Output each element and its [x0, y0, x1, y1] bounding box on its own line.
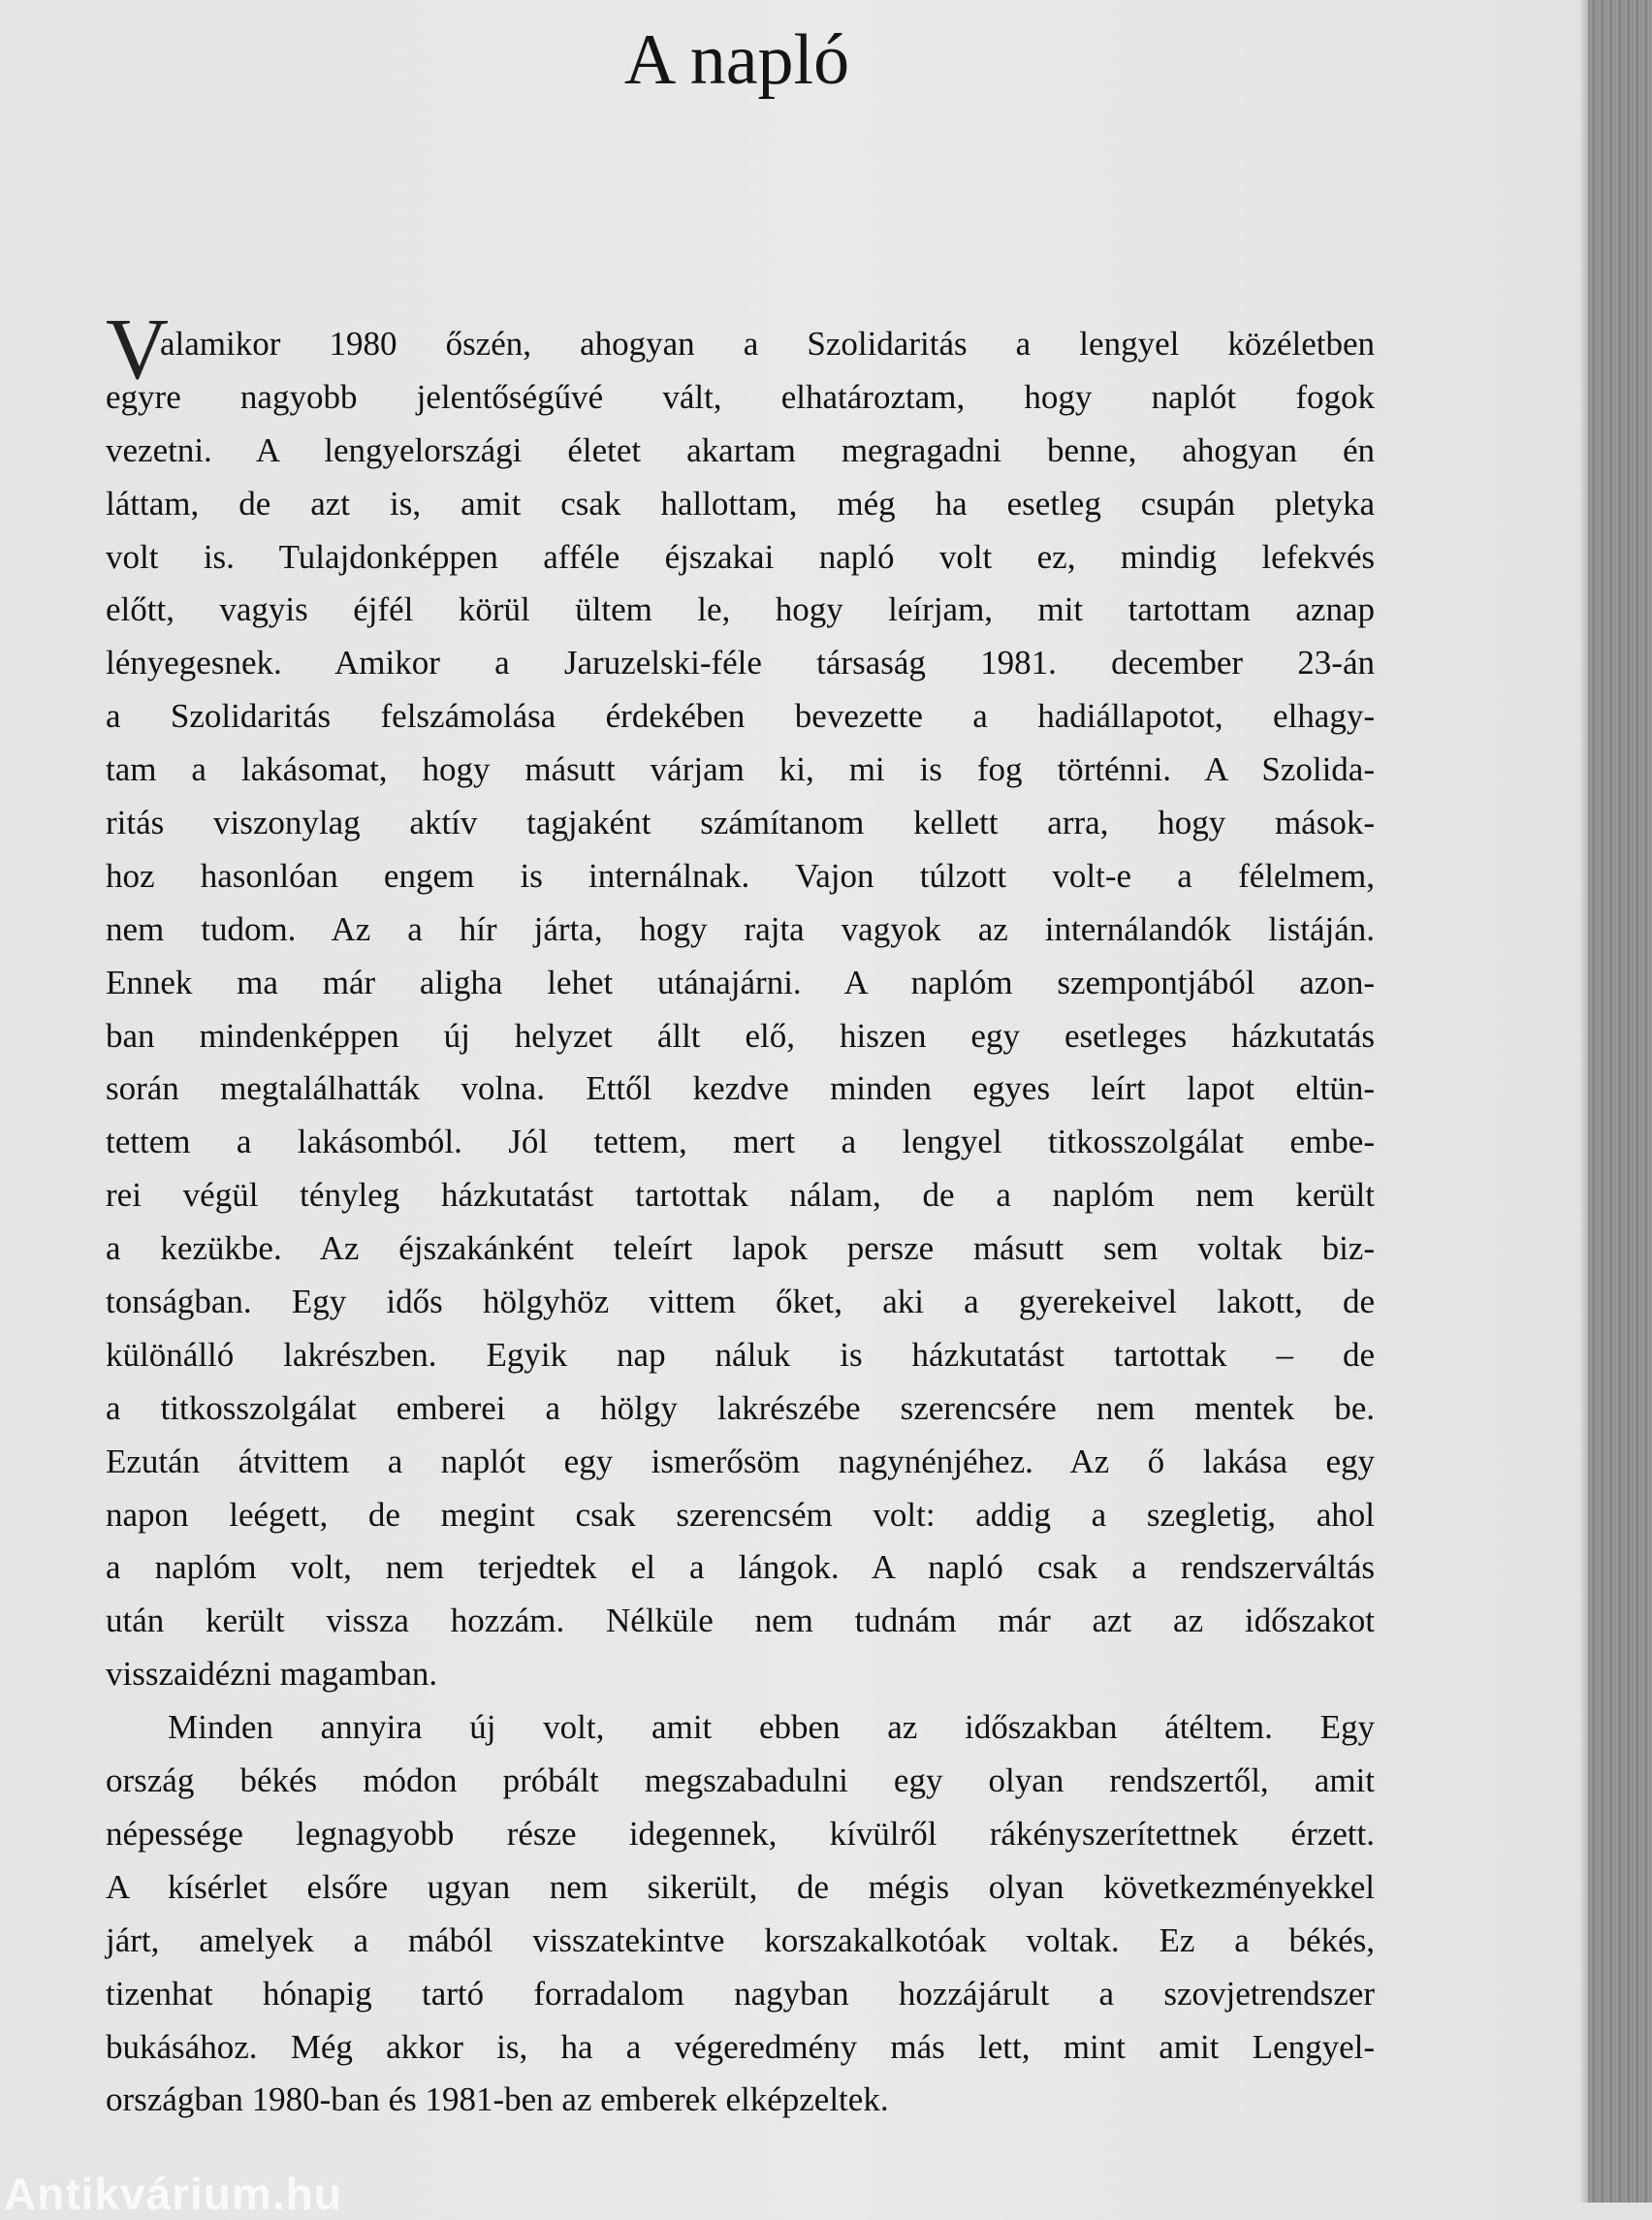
- text-line: járt, amelyek a mából visszatekintve korszakalkotóak voltak. Ez a békés,: [106, 1920, 1375, 1959]
- text-line: után került vissza hozzám. Nélküle nem tudnám már azt az időszakot: [106, 1602, 1375, 1640]
- text-line: tizenhat hónapig tartó forradalom nagyban hozzájárult a szovjetrendszer: [106, 1974, 1375, 2013]
- text-line: lényegesnek. Amikor a Jaruzelski-féle társaság 1981. december 23-án: [106, 644, 1375, 682]
- text-line: volt is. Tulajdonképpen afféle éjszakai napló volt ez, mindig lefekvés: [106, 537, 1375, 576]
- text-line: a titkosszolgálat emberei a hölgy lakrészébe szerencsére nem mentek be.: [106, 1388, 1375, 1427]
- text-line: különálló lakrészben. Egyik nap náluk is házkutatást tartottak – de: [106, 1335, 1375, 1374]
- text-line: tonságban. Egy idős hölgyhöz vittem őket, aki a gyerekeivel lakott, de: [106, 1283, 1375, 1321]
- text-line: a kezükbe. Az éjszakánként teleírt lapok persze másutt sem voltak biz-: [106, 1229, 1375, 1268]
- text-line: a Szolidaritás felszámolása érdekében bevezette a hadiállapotot, elhagy-: [106, 697, 1375, 736]
- text-line: Minden annyira új volt, amit ebben az időszakban átéltem. Egy: [168, 1708, 1375, 1747]
- text-line: rei végül tényleg házkutatást tartottak nálam, de a naplóm nem került: [106, 1176, 1375, 1215]
- chapter-title: A napló: [623, 20, 850, 100]
- text-line: hoz hasonlóan engem is internálnak. Vajon túlzott volt-e a félelmem,: [106, 856, 1375, 895]
- text-line: napon leégett, de megint csak szerencsém volt: addig a szegletig, ahol: [106, 1495, 1375, 1534]
- text-line: nem tudom. Az a hír járta, hogy rajta vagyok az internálandók listáján.: [106, 909, 1375, 948]
- text-line: Ezután átvittem a naplót egy ismerősöm nagynénjéhez. Az ő lakása egy: [106, 1442, 1375, 1480]
- text-line: tam a lakásomat, hogy másutt várjam ki, mi is fog történni. A Szolida-: [106, 750, 1375, 789]
- text-line: vezetni. A lengyelországi életet akartam megragadni benne, ahogyan én: [106, 430, 1375, 469]
- text-line: tettem a lakásomból. Jól tettem, mert a lengyel titkosszolgálat embe-: [106, 1123, 1375, 1161]
- text-line: a naplóm volt, nem terjedtek el a lángok. A napló csak a rendszerváltás: [106, 1548, 1375, 1587]
- text-line: Ennek ma már aligha lehet utánajárni. A naplóm szempontjából azon-: [106, 963, 1375, 1001]
- text-line: népessége legnagyobb része idegennek, kívülről rákényszerítettnek érzett.: [106, 1814, 1375, 1853]
- text-line: alamikor 1980 őszén, ahogyan a Szolidaritás a lengyel közéletben: [160, 325, 1375, 363]
- watermark-logo: Antikvárium.hu: [4, 2169, 342, 2219]
- text-line: bukásához. Még akkor is, ha a végeredmény más lett, mint amit Lengyel-: [106, 2027, 1375, 2066]
- text-line: ban mindenképpen új helyzet állt elő, hiszen egy esetleges házkutatás: [106, 1016, 1375, 1055]
- body-text: [106, 301, 1375, 2127]
- text-line: ország békés módon próbált megszabadulni egy olyan rendszertől, amit: [106, 1761, 1375, 1800]
- text-line: ritás viszonylag aktív tagjaként számítanom kellett arra, hogy mások-: [106, 804, 1375, 842]
- text-line: országban 1980-ban és 1981-ben az emberek elképzeltek.: [106, 2080, 889, 2119]
- book-spine-strip: [1588, 0, 1652, 2203]
- drop-cap: V: [106, 301, 169, 397]
- text-line: láttam, de azt is, amit csak hallottam, még ha esetleg csupán pletyka: [106, 484, 1375, 523]
- text-line: A kísérlet elsőre ugyan nem sikerült, de mégis olyan következményekkel: [106, 1867, 1375, 1906]
- text-line: során megtalálhatták volna. Ettől kezdve minden egyes leírt lapot eltün-: [106, 1069, 1375, 1108]
- text-line: előtt, vagyis éjfél körül ültem le, hogy leírjam, mit tartottam aznap: [106, 590, 1375, 629]
- page-edge: [1580, 0, 1588, 2203]
- text-line: egyre nagyobb jelentőségűvé vált, elhatároztam, hogy naplót fogok: [106, 377, 1375, 416]
- text-line: visszaidézni magamban.: [106, 1655, 438, 1694]
